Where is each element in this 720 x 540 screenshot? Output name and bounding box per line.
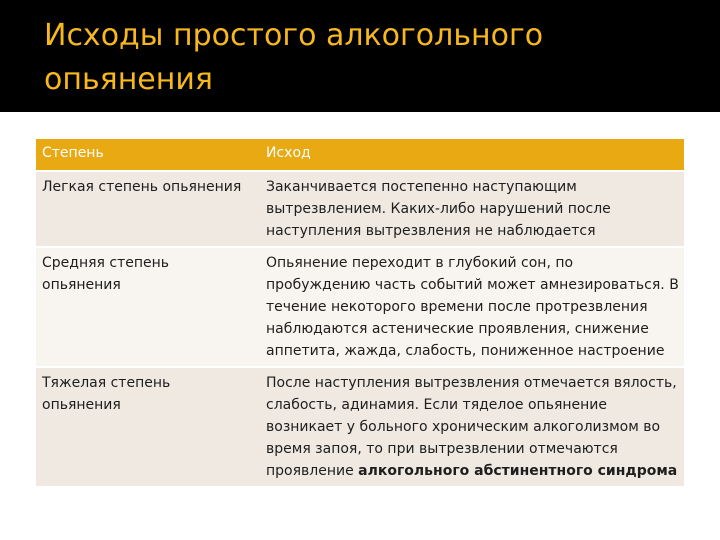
outcome-emphasis: алкогольного абстинентного синдрома (358, 463, 678, 479)
header-degree: Степень (36, 139, 248, 172)
outcome-text: После наступления вытрезвления отмечается вялость, слабость, адинамия. Если тяделое опьянение возникает у больного хроническим алкоголизмом во время запоя, то при вытрезвлении отмечаются проявление (266, 375, 677, 479)
outcomes-table (36, 139, 684, 488)
table-header-row (36, 139, 684, 172)
degree-cell: Легкая степень опьянения (36, 172, 248, 248)
outcome-cell: Опьянение переходит в глубокий сон, по пробуждению часть событий может амнезироваться. В течение некоторого времени после протрезвления наблюдаются астенические проявления, снижение аппетита, жажда, слабость, пониженное настроение (248, 248, 684, 368)
table-row (36, 368, 684, 488)
degree-cell: Тяжелая степень опьянения (36, 368, 248, 488)
table-row (36, 172, 684, 248)
table-row (36, 248, 684, 368)
title-bar (0, 0, 720, 112)
degree-cell: Средняя степень опьянения (36, 248, 248, 368)
slide-title: Исходы простого алкогольного опьянения (44, 18, 544, 97)
outcome-cell (248, 368, 684, 488)
outcome-cell: Заканчивается постепенно наступающим вытрезвлением. Каких-либо нарушений после наступления вытрезвления не наблюдается (248, 172, 684, 248)
header-outcome: Исход (248, 139, 684, 172)
